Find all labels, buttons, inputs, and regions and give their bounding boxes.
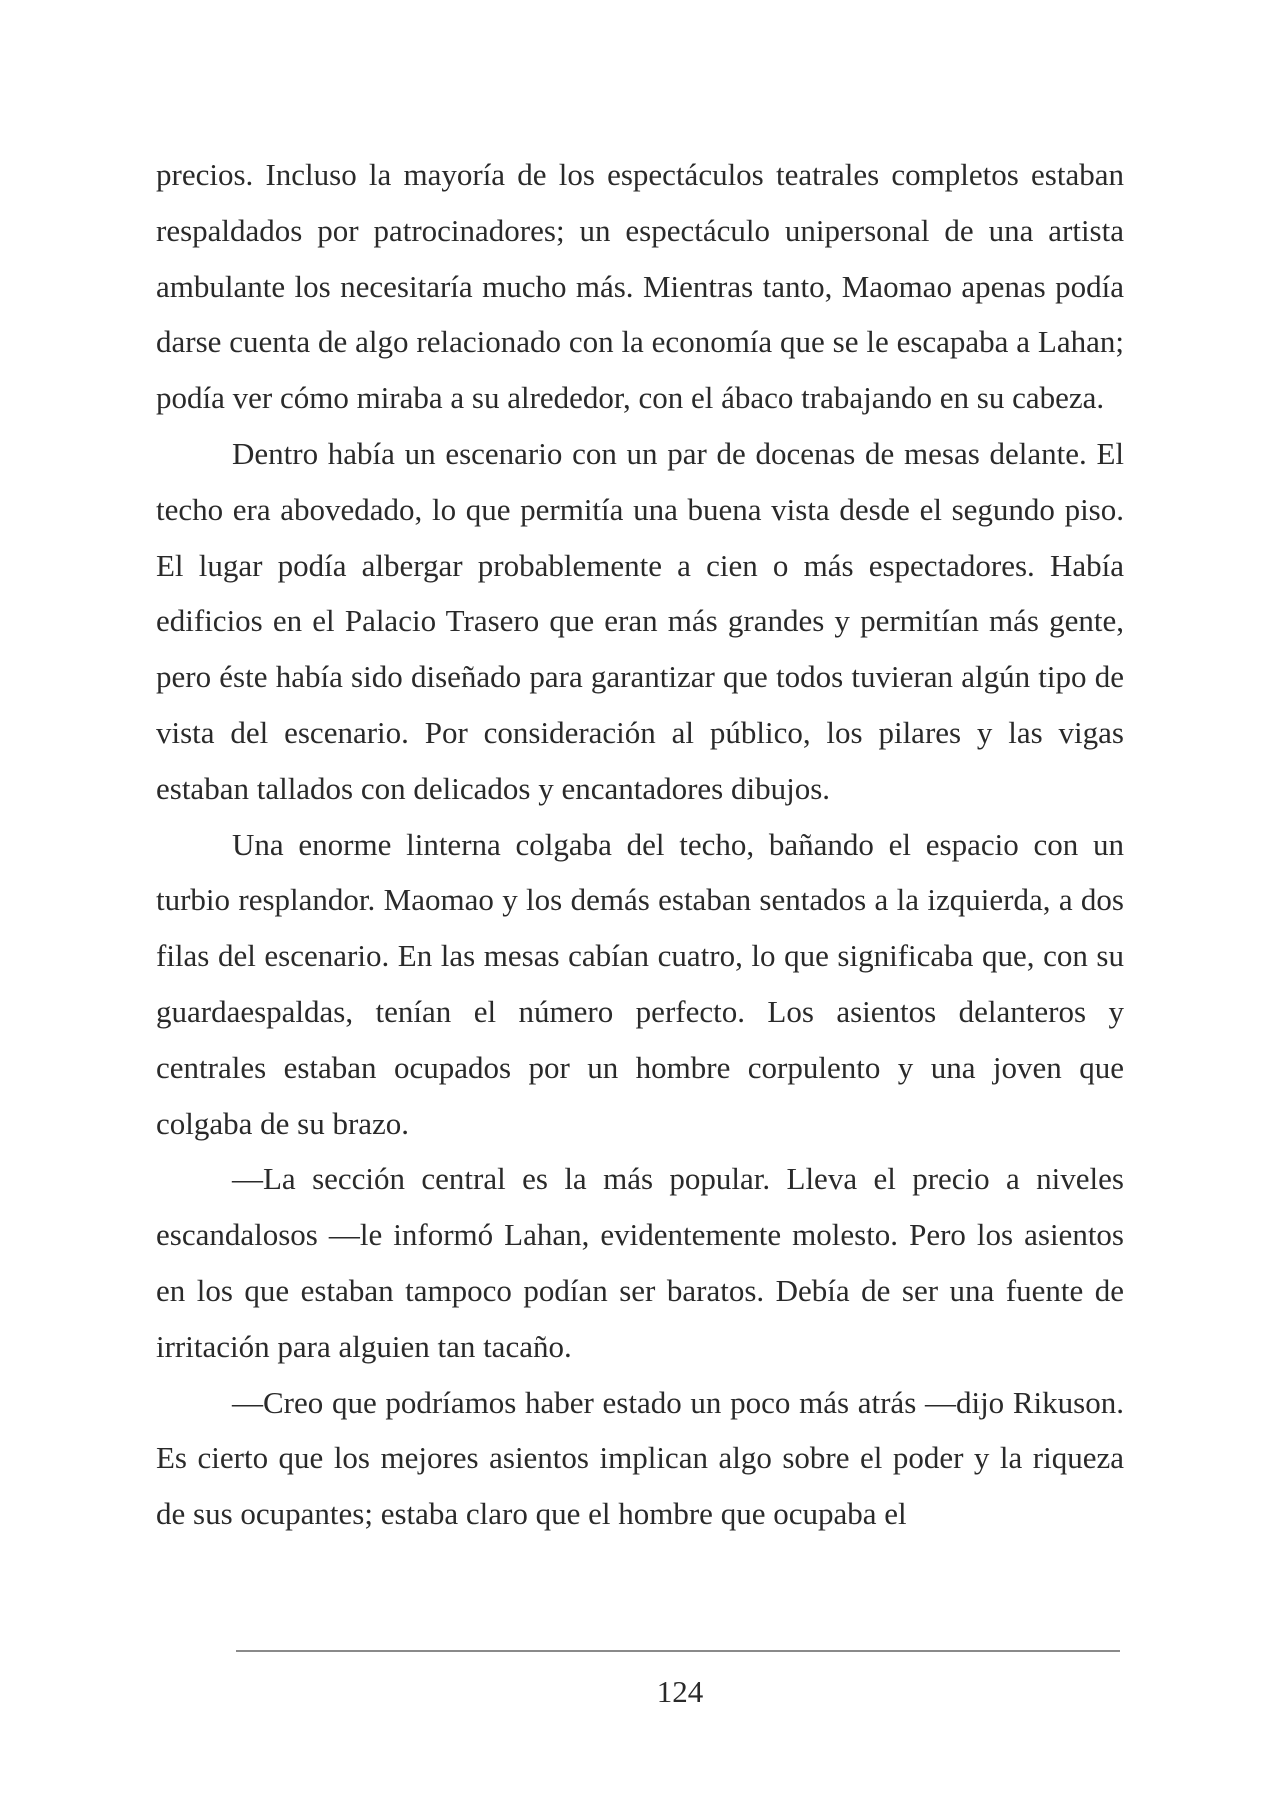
paragraph-4: —La sección central es la más popular. Lleva el precio a niveles escandalosos —le informó Lahan, evidentemente molesto. Pero los asientos en los que estaban tampoco podían ser baratos. Debía de ser una fuente de irritación para alguien tan tacaño.: [156, 1161, 1124, 1364]
paragraph-2: Dentro había un escenario con un par de docenas de mesas delante. El techo era abovedado, lo que permitía una buena vista desde el segundo piso. El lugar podía albergar probablemente a cien o más espectadores. Había edificios en el Palacio Trasero que eran más grandes y permitían más gente, pero éste había sido diseñado para garantizar que todos tuvieran algún tipo de vista del escenario. Por consideración al público, los pilares y las vigas estaban tallados con delicados y encantadores dibujos.: [156, 435, 1124, 806]
body-text: [156, 147, 1124, 1542]
paragraph-3: Una enorme linterna colgaba del techo, bañando el espacio con un turbio resplandor. Maomao y los demás estaban sentados a la izquierda, a dos filas del escenario. En las mesas cabían cuatro, lo que significaba que, con su guardaespaldas, tenían el número perfecto. Los asientos delanteros y centrales estaban ocupados por un hombre corpulento y una joven que colgaba de su brazo.: [156, 826, 1124, 1141]
page-number: 124: [656, 1674, 704, 1709]
paragraph-5: —Creo que podríamos haber estado un poco más atrás —dijo Rikuson. Es cierto que los mejores asientos implican algo sobre el poder y la riqueza de sus ocupantes; estaba claro que el hombre que ocupaba el: [156, 1384, 1124, 1532]
footer-divider: [236, 1650, 1120, 1652]
paragraph-1: precios. Incluso la mayoría de los espectáculos teatrales completos estaban respaldados por patrocinadores; un espectáculo unipersonal de una artista ambulante los necesitaría mucho más. Mientras tanto, Maomao apenas podía darse cuenta de algo relacionado con la economía que se le escapaba a Lahan; podía ver cómo miraba a su alrededor, con el ábaco trabajando en su cabeza.: [156, 157, 1124, 416]
